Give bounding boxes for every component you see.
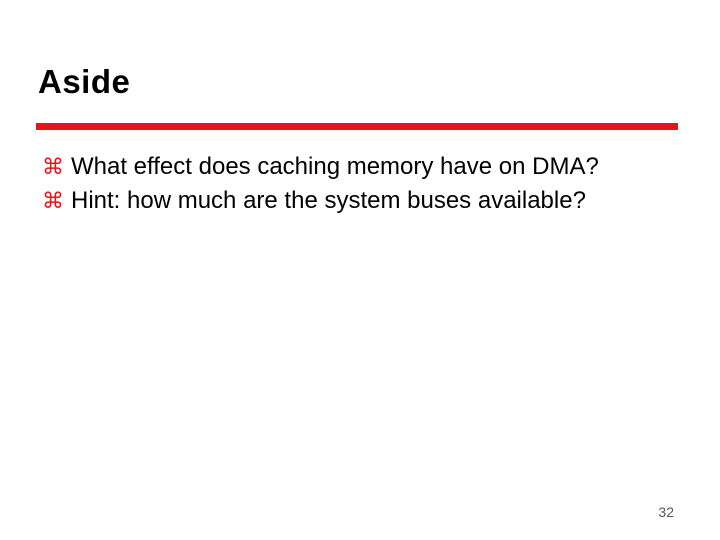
- command-key-icon: ⌘: [42, 189, 64, 214]
- bullet-item: [42, 150, 642, 184]
- bullet-item: [42, 184, 642, 218]
- title-divider: [36, 123, 678, 130]
- bullet-list: [42, 150, 642, 218]
- bullet-text: What effect does caching memory have on DMA?: [71, 153, 599, 180]
- slide-title: Aside: [38, 63, 131, 100]
- bullet-text: Hint: how much are the system buses available?: [71, 187, 586, 214]
- page-number: 32: [658, 504, 674, 520]
- command-key-icon: ⌘: [42, 155, 64, 180]
